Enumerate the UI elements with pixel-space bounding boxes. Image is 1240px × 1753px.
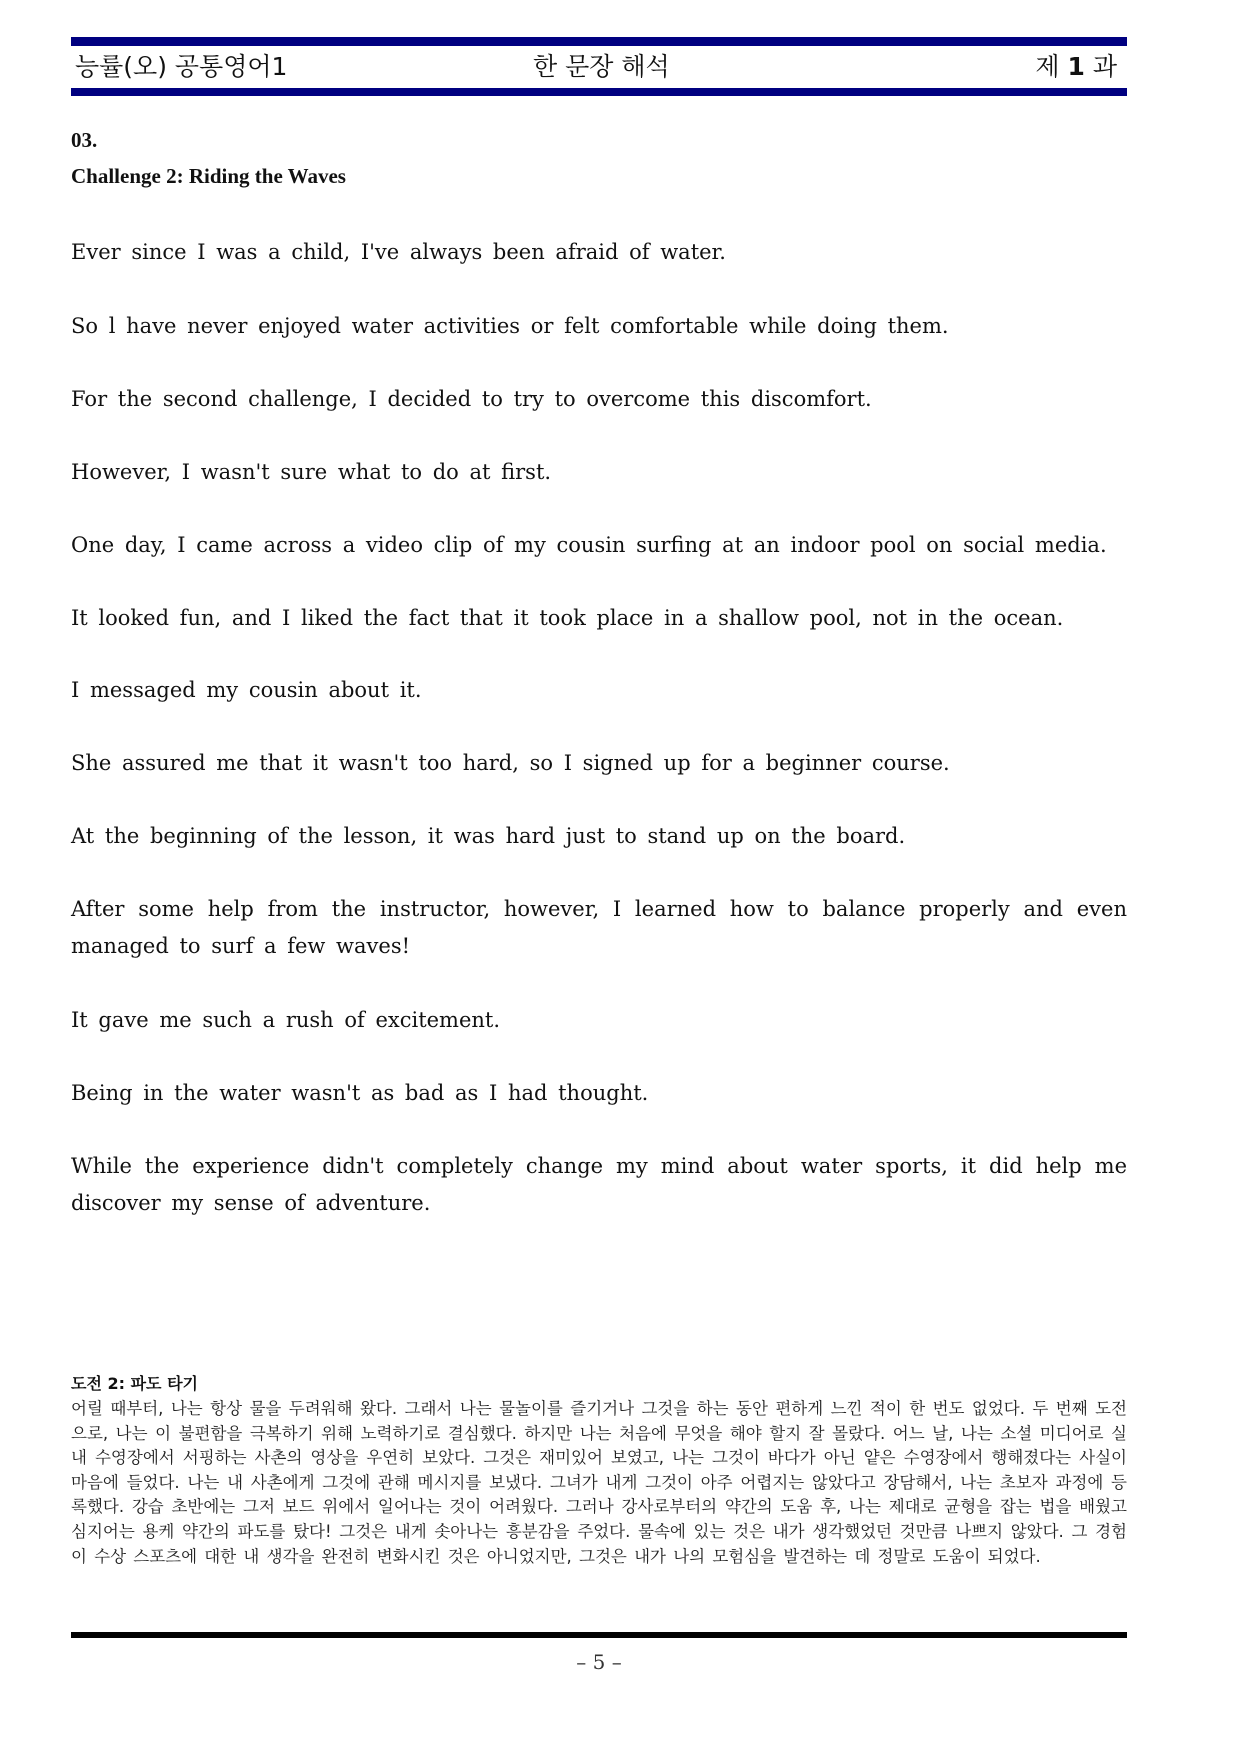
- header-top-rule: [71, 37, 1127, 46]
- header-bottom-rule: [71, 88, 1127, 96]
- sentence: She assured me that it wasn't too hard, so I signed up for a beginner course.: [71, 751, 950, 775]
- sentence: One day, I came across a video clip of my cousin surfing at an indoor pool on social media.: [71, 533, 1107, 557]
- header-lesson-label: [1035, 50, 1117, 84]
- passage-title: Challenge 2: Riding the Waves: [71, 164, 346, 188]
- sentence: It gave me such a rush of excitement.: [71, 1008, 501, 1032]
- header-section-title: 한 문장 해석: [533, 52, 670, 81]
- translation-title: 도전 2: 파도 타기: [71, 1374, 198, 1393]
- sentence: I messaged my cousin about it.: [71, 678, 422, 702]
- question-number: 03.: [71, 128, 98, 152]
- document-page: [71, 0, 1127, 1753]
- sentence: While the experience didn't completely change my mind about water sports, it did help me discover my sense of adventure.: [71, 1154, 1127, 1215]
- sentence: Being in the water wasn't as bad as I had thought.: [71, 1081, 649, 1105]
- sentence: Ever since I was a child, I've always been afraid of water.: [71, 240, 726, 264]
- sentence: However, I wasn't sure what to do at first.: [71, 460, 552, 484]
- sentence: For the second challenge, I decided to try to overcome this discomfort.: [71, 387, 872, 411]
- page-number: – 5 –: [576, 1650, 622, 1674]
- lesson-number: 1: [1067, 52, 1085, 81]
- sentence: It looked fun, and I liked the fact that it took place in a shallow pool, not in the ocean.: [71, 606, 1064, 630]
- lesson-prefix: 제: [1035, 52, 1060, 81]
- header-textbook-title: 능률(오) 공통영어1: [75, 52, 288, 81]
- sentence: After some help from the instructor, however, I learned how to balance properly and even managed to surf a few waves!: [71, 897, 1127, 958]
- footer-rule: [71, 1632, 1127, 1638]
- translation-body: 어릴 때부터, 나는 항상 물을 두려워해 왔다. 그래서 나는 물놀이를 즐기거나 그것을 하는 동안 편하게 느낀 적이 한 번도 없었다. 두 번째 도전으로, 나는 이 불편함을 극복하기 위해 노력하기로 결심했다. 하지만 나는 처음에 무엇을 해야 할지 잘 몰랐다. 어느 날, 나는 소셜 미디어로 실내 수영장에서 서핑하는 사촌의 영상을 우연히 보았다. 그것은 재미있어 보였고, 나는 그것이 바다가 아닌 얕은 수영장에서 행해졌다는 사실이 마음에 들었다. 나는 내 사촌에게 그것에 관해 메시지를 보냈다. 그녀가 내게 그것이 아주 어렵지는 않았다고 장담해서, 나는 초보자 과정에 등록했다. 강습 초반에는 그저 보드 위에서 일어나는 것이 어려웠다. 그러나 강사로부터의 약간의 도움 후, 나는 제대로 균형을 잡는 법을 배웠고 심지어는 용케 약간의 파도를 탔다! 그것은 내게 솟아나는 흥분감을 주었다. 물속에 있는 것은 내가 생각했었던 것만큼 나쁘지 않았다. 그 경험이 수상 스포츠에 대한 내 생각을 완전히 변화시킨 것은 아니었지만, 그것은 내가 나의 모험심을 발견하는 데 정말로 도움이 되었다.: [71, 1399, 1127, 1566]
- sentence: So l have never enjoyed water activities or felt comfortable while doing them.: [71, 314, 949, 338]
- lesson-suffix: 과: [1092, 52, 1117, 81]
- sentence: At the beginning of the lesson, it was hard just to stand up on the board.: [71, 824, 906, 848]
